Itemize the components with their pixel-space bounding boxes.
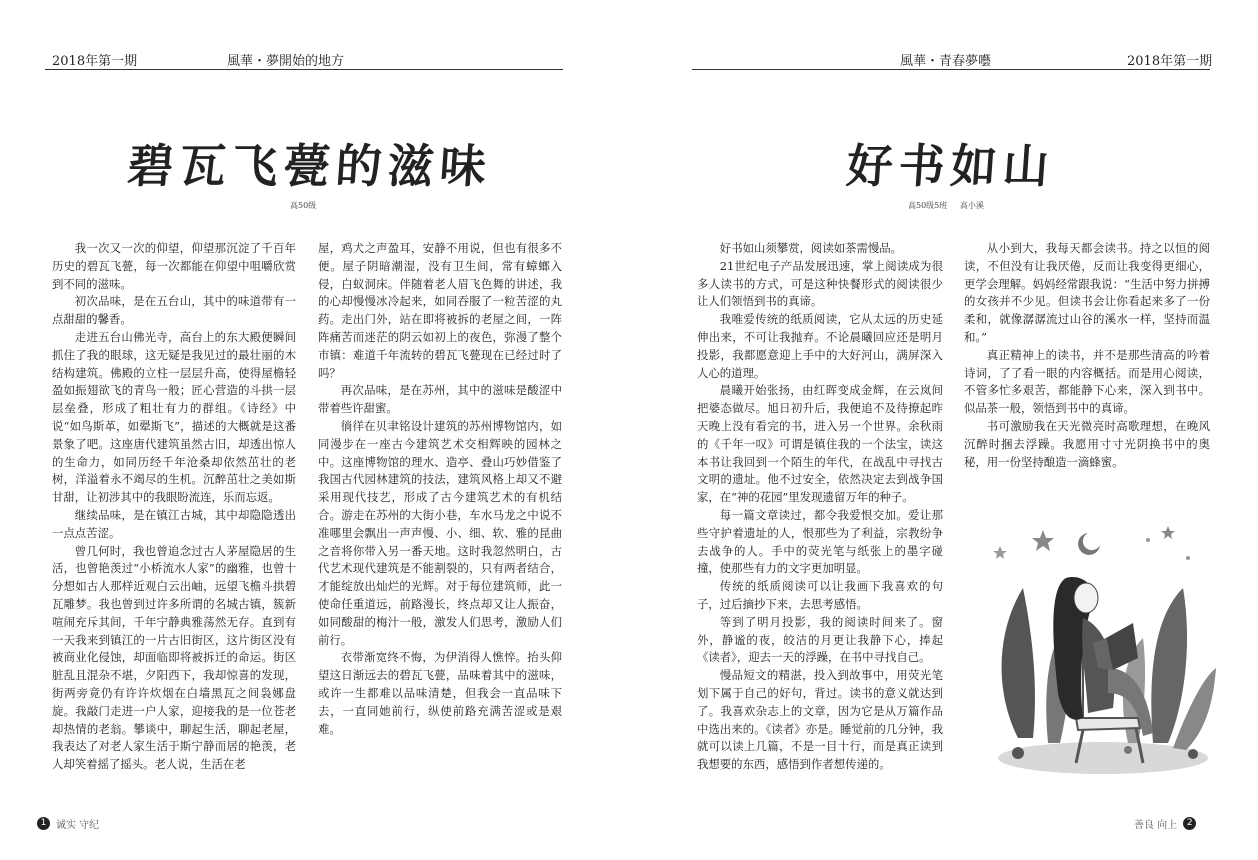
paragraph: 21世纪电子产品发展迅速，掌上阅读成为很多人读书的方式，可是这种快餐形式的阅读很少让人们领悟到书的真谛。 [697, 258, 943, 309]
article-column-2-left [318, 240, 562, 738]
footer-left [37, 816, 99, 831]
footer-motto-right: 善良 向上 [1134, 820, 1178, 831]
footer-right [1134, 816, 1196, 831]
article-title-right: 好书如山 [844, 139, 1057, 193]
byline-author: 高小溪 [959, 201, 984, 210]
paragraph: 慢品短文的精湛，投入到故事中，用荧光笔划下属于自己的好句，背过。读书的意义就达到了。我喜欢杂志上的文章，因为它是从万篇作品中选出来的。《读者》亦是。睡觉前的几分钟，我就可以读上几篇，不是一目十行，而是真正读到我想要的东西，感悟到作者想传递的。 [697, 668, 943, 772]
byline-right [908, 200, 984, 211]
paragraph: 徜徉在贝聿铭设计建筑的苏州博物馆内，如同漫步在一座古今建筑艺术交相辉映的园林之中。这座博物馆的理水、造亭、叠山巧妙借鉴了我国古代园林建筑的技法，建筑风格上却又不避采用现代技艺，形成了古今建筑艺术的有机结合。游走在苏州的大街小巷，车水马龙之中说不准哪里会飘出一声声慢、小、细、软、雅的昆曲之音将你带入另一番天地。这时我忽然明白，古代艺术现代建筑是不能割裂的，只有两者结合，才能绽放出灿烂的光辉。对于每位建筑师，此一使命任重道远，前路漫长，终点却又让人振奋，如同酸甜的梅汁一般，激发人们思考，激励人们前行。 [318, 418, 562, 647]
paragraph: 书可激励我在天光微亮时高歌理想，在晚风沉醉时捆去浮躁。我愿用寸寸光阴换书中的奥秘，用一份坚持酿造一滴蜂蜜。 [964, 418, 1210, 469]
page-number-right: 2 [1183, 817, 1196, 830]
paragraph: 再次品味，是在苏州，其中的滋味是酸涩中带着些许甜蜜。 [318, 383, 562, 416]
paragraph: 衣带渐宽终不悔，为伊消得人憔悴。抬头仰望这日渐远去的碧瓦飞甍，品味着其中的滋味，或许一生都难以品味清楚，但我会一直品味下去，一直同她前行，纵使前路充满苦涩或是艰难。 [318, 650, 562, 736]
paragraph: 我唯爱传统的纸质阅读，它从太远的历史延伸出来，不可让我抛弃。不论晨曦回应还是明月投影，我都愿意迎上手中的大好河山，满屏深入人心的道理。 [697, 312, 943, 380]
byline-left: 高50级 [290, 201, 317, 210]
paragraph: 晨曦开始张扬，由红晖变成金辉，在云岚间把婆态做尽。旭日初升后，我便追不及待撩起昨天晚上没有看完的书，进入另一个世界。余秋雨的《千年一叹》可谓是镇住我的一个法宝，读这本书让我回到一个陌生的年代，在战乱中寻找古文明的遗址。他不过安全，依然决定去到战争国家，在“神的花园”里发现遗留万年的种子。 [697, 383, 943, 505]
article-title-left: 碧瓦飞甍的滋味 [125, 139, 494, 193]
paragraph: 等到了明月投影，我的阅读时间来了。窗外，静谧的夜，皎洁的月更让我静下心，捧起《读者》，迎去一天的浮躁，在书中寻找自己。 [697, 614, 943, 665]
article-column-2-right [964, 240, 1210, 471]
footer-motto-left: 诚实 守纪 [56, 820, 100, 831]
issue-label-left: 2018年第一期 [52, 54, 138, 69]
paragraph: 初次品味，是在五台山，其中的味道带有一点甜甜的馨香。 [52, 294, 296, 327]
header-rule-left [45, 69, 563, 70]
header-rule-right [692, 69, 1210, 70]
article-column-1-left [52, 240, 296, 774]
page-number-left: 1 [37, 817, 50, 830]
paragraph: 曾几何时，我也曾追念过古人茅屋隐居的生活，也曾艳羡过“小桥流水人家”的幽雅，也曾十分想如古人那样近观白云出岫，远望飞檐斗拱碧瓦雕梦。我也曾到过许多所谓的名城古镇，簇新喧闹充斥其间，千年宁静典雅荡然无存。直到有一天我来到镇江的一片古旧街区，这片街区没有被商业化侵蚀，却面临即将被拆迁的命运。街区脏乱且混杂不堪，夕阳西下，我却惊喜的发现，街两旁竟仍有许许炊烟在白墙黑瓦之间袅娜盘旋。我敲门走进一户人家，迎接我的是一位苍老却热情的老翁。攀谈中，聊起生活，聊起老屋，我表达了对老人家生活于斯宁静而居的艳羡，老人却笑着摇了摇头。老人说，生活在老 [52, 543, 296, 772]
paragraph: 屋，鸡犬之声盈耳，安静不用说，但也有很多不便。屋子阴暗潮湿，没有卫生间，常有蟑螂入侵，白蚁洞床。伴随着老人眉飞色舞的讲述，我的心却慢慢冰冷起来，如同吞服了一粒苦涩的丸药。走出门外，站在即将被拆的老屋之间，一阵阵痛苦而迷茫的阴云如初上的夜色，弥漫了整个市镇：难道千年流转的碧瓦飞甍现在已经过时了吗？ [318, 241, 562, 380]
section-title-left: 風華・夢開始的地方 [227, 54, 345, 69]
paragraph: 每一篇文章读过，都令我爱恨交加。爱让那些守护着遗址的人，恨那些为了利益，宗教纷争去战争的人。手中的荧光笔与纸张上的墨字碰撞，使那些有力的文字更加明显。 [697, 507, 943, 576]
paragraph: 从小到大，我每天都会读书。持之以恒的阅读，不但没有让我厌倦，反而让我变得更细心，更学会理解。妈妈经常跟我说：“生活中努力拼搏的女孩并不少见。但读书会让你看起来多了一份柔和，就像潺潺流过山谷的溪水一样，坚持而温和。” [964, 241, 1210, 344]
reading-girl-illustration [988, 518, 1218, 780]
paragraph: 真正精神上的读书，并不是那些清高的吟着诗词，了了看一眼的内容概括。而是用心阅读，不管多忙多艰苦，都能静下心来，深入到书中。似品茶一般，领悟到书中的真谛。 [964, 347, 1210, 416]
paragraph: 传统的纸质阅读可以让我画下我喜欢的句子，过后摘抄下来，去思考感悟。 [697, 579, 943, 611]
paragraph: 继续品味，是在镇江古城，其中却隐隐透出一点点苦涩。 [52, 507, 296, 540]
article-column-1-right [697, 240, 943, 774]
paragraph: 好书如山须攀赏，阅读如茶需慢品。 [719, 241, 903, 255]
byline-class: 高50级5班 [908, 201, 948, 210]
issue-label-right: 2018年第一期 [1127, 54, 1213, 69]
paragraph: 我一次又一次的仰望，仰望那沉淀了千百年历史的碧瓦飞甍，每一次都能在仰望中咀嚼欣赏到不同的滋味。 [52, 241, 296, 291]
section-title-right: 風華・青春夢囈 [900, 54, 992, 69]
paragraph: 走进五台山佛光寺，高台上的东大殿便瞬间抓住了我的眼球，这无疑是我见过的最壮丽的木结构建筑。佛殿的立柱一层层升高，使得屋檐轻盈如振翅欲飞的青鸟一般；匠心营造的斗拱一层层垒叠，形成了粗壮有力的群组。《诗经》中说“如鸟斯革，如翚斯飞”，描述的大概就是这番景象了吧。这座唐代建筑虽然古旧，却透出惊人的生命力，如同历经千年沧桑却依然茁壮的老树，洋溢着永不竭尽的生机。沉醉茁壮之美如斯甘甜，让初涉其中的我眼盼流连，乐而忘返。 [52, 329, 296, 505]
